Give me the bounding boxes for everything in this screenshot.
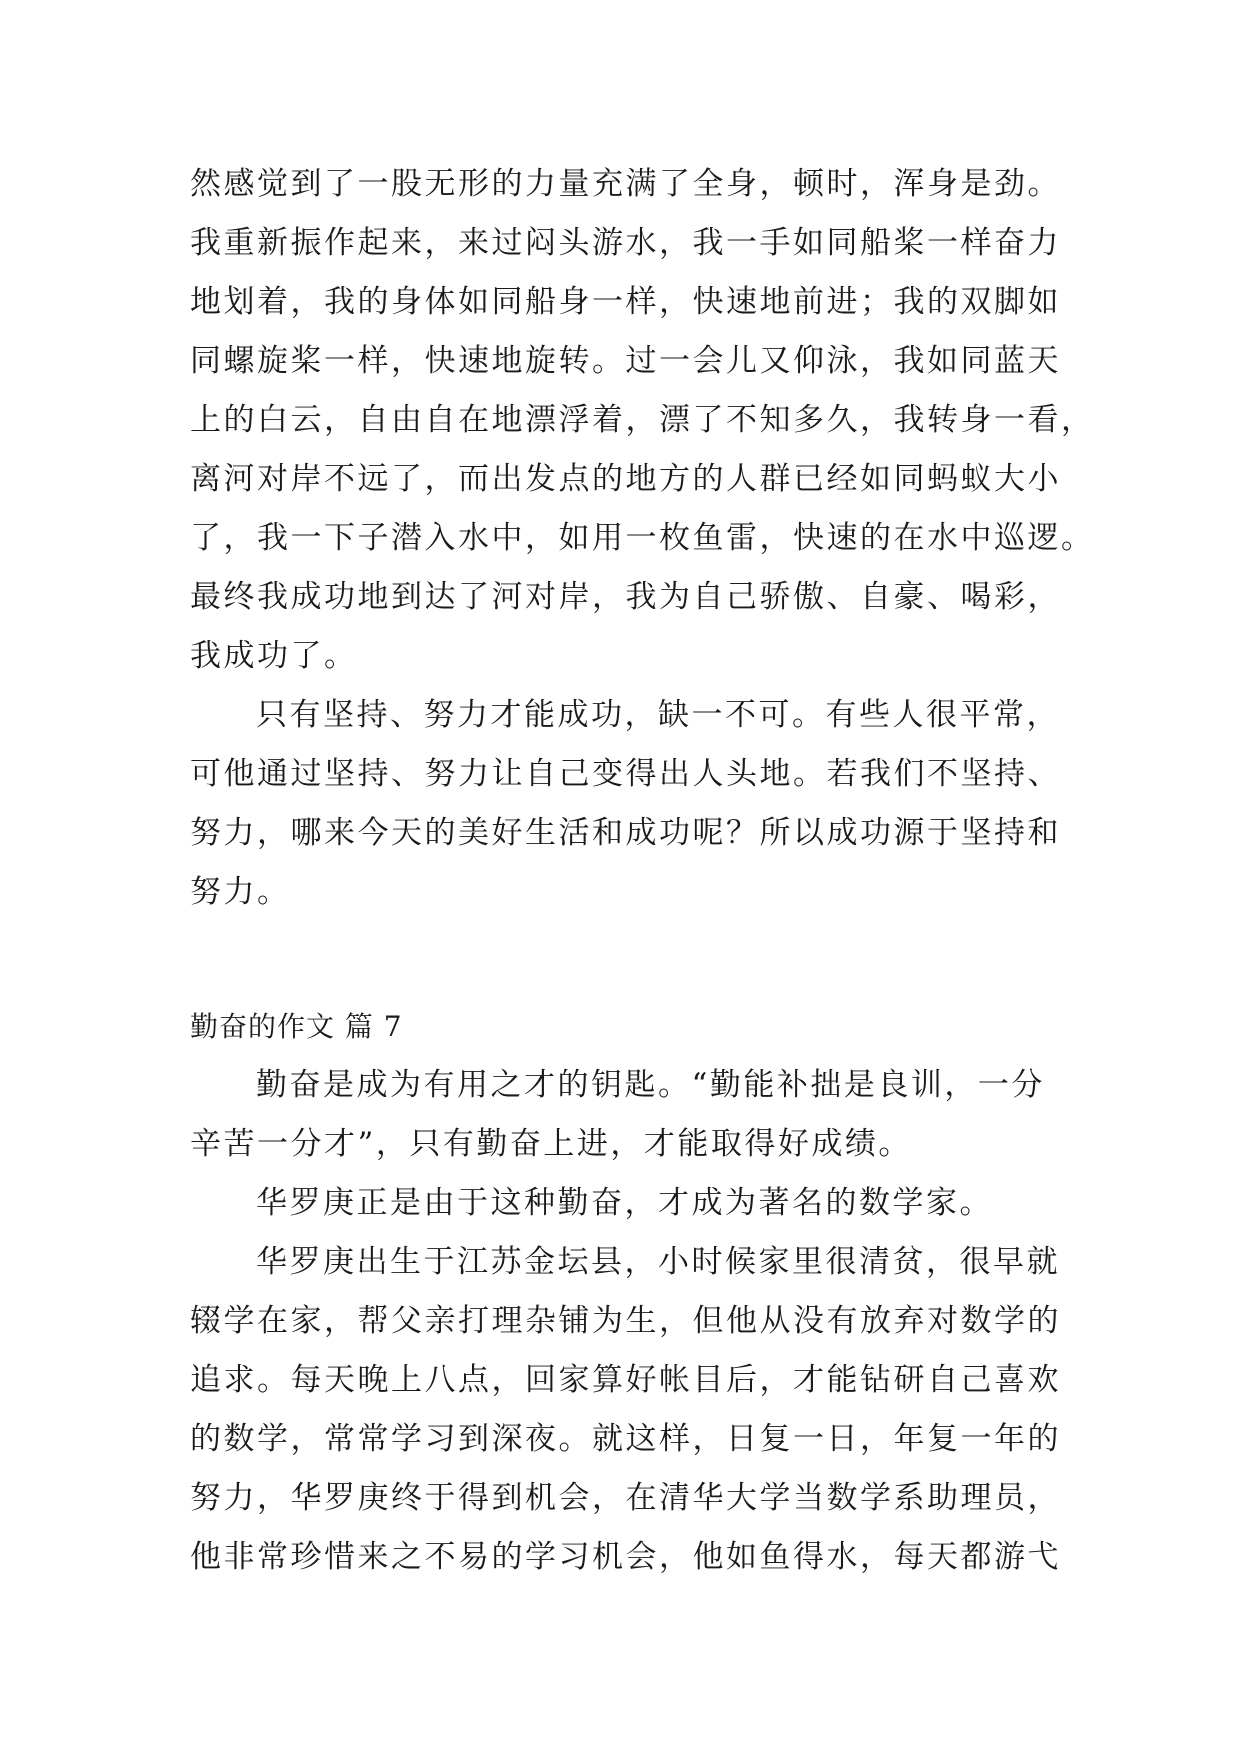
text-line: 努力，华罗庚终于得到机会，在清华大学当数学系助理员， [190, 1480, 1061, 1516]
paragraph-conclusion [190, 686, 1070, 922]
text-line: 最终我成功地到达了河对岸，我为自己骄傲、自豪、喝彩， [190, 579, 1061, 615]
text-line: 地划着，我的身体如同船身一样，快速地前进；我的双脚如 [190, 284, 1061, 320]
text-line: 追求。每天晚上八点，回家算好帐目后，才能钻研自己喜欢 [190, 1362, 1061, 1398]
text-line: 同螺旋桨一样，快速地旋转。过一会儿又仰泳，我如同蓝天 [190, 343, 1061, 379]
text-line: 离河对岸不远了，而出发点的地方的人群已经如同蚂蚁大小 [190, 461, 1061, 497]
paragraph-hua-luogeng-intro [190, 1174, 1070, 1233]
text-line: 只有坚持、努力才能成功，缺一不可。有些人很平常， [256, 697, 1060, 733]
text-line: 勤奋是成为有用之才的钥匙。“勤能补拙是良训，一分 [256, 1067, 1045, 1103]
document-body [190, 155, 1095, 1587]
text-line: 我成功了。 [190, 638, 358, 674]
text-line: 辍学在家，帮父亲打理杂铺为生，但他从没有放弃对数学的 [190, 1303, 1061, 1339]
text-line: 辛苦一分才”，只有勤奋上进，才能取得好成绩。 [190, 1126, 912, 1162]
text-line: 努力，哪来今天的美好生活和成功呢？所以成功源于坚持和 [190, 815, 1061, 851]
paragraph-intro [190, 1056, 1070, 1174]
section-spacer [190, 922, 1070, 997]
section-heading: 勤奋的作文 篇 7 [190, 1010, 403, 1043]
text-line: 我重新振作起来，来过闷头游水，我一手如同船桨一样奋力 [190, 225, 1061, 261]
text-line: 华罗庚正是由于这种勤奋，才成为著名的数学家。 [256, 1185, 993, 1221]
text-line: 的数学，常常学习到深夜。就这样，日复一日，年复一年的 [190, 1421, 1061, 1457]
text-line: 上的白云，自由自在地漂浮着，漂了不知多久，我转身一看， [190, 402, 1095, 438]
text-line: 可他通过坚持、努力让自己变得出人头地。若我们不坚持、 [190, 756, 1061, 792]
paragraph-swimming [190, 155, 1095, 686]
paragraph-hua-luogeng-story [190, 1233, 1070, 1587]
text-line: 了，我一下子潜入水中，如用一枚鱼雷，快速的在水中巡逻。 [190, 520, 1095, 556]
text-line: 然感觉到了一股无形的力量充满了全身，顿时，浑身是劲。 [190, 166, 1061, 202]
text-line: 努力。 [190, 874, 291, 910]
text-line: 他非常珍惜来之不易的学习机会，他如鱼得水，每天都游弋 [190, 1539, 1061, 1575]
text-line: 华罗庚出生于江苏金坛县，小时候家里很清贫，很早就 [256, 1244, 1060, 1280]
